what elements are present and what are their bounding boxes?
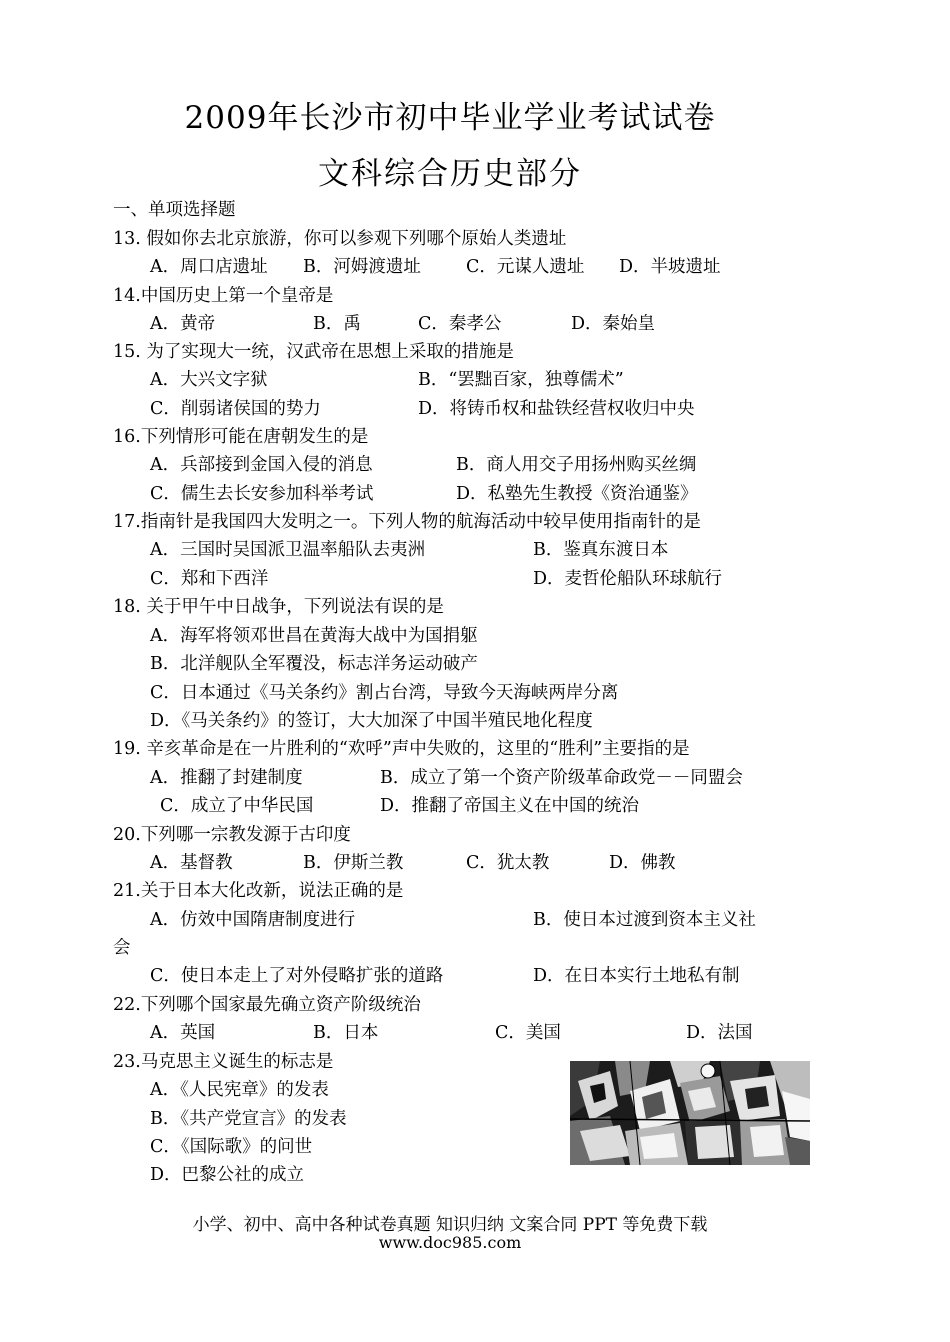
question-22-option-a: A．英国 <box>150 1023 216 1043</box>
question-17-stem: 17.指南针是我国四大发明之一。下列人物的航海活动中较早使用指南针的是 <box>113 512 701 532</box>
question-16-option-b: B．商人用交子用扬州购买丝绸 <box>456 455 697 475</box>
question-13-option-a: A．周口店遗址 <box>150 257 268 277</box>
question-15-option-b: B．“罢黜百家，独尊儒术” <box>418 370 624 390</box>
question-21-option-b-wrap: 会 <box>113 938 131 958</box>
question-17-option-d: D．麦哲伦船队环球航行 <box>533 569 723 589</box>
question-22-option-d: D．法国 <box>686 1023 753 1043</box>
question-23-option-a: A．《人民宪章》的发表 <box>150 1080 329 1100</box>
question-18-option-c: C．日本通过《马关条约》割占台湾，导致今天海峡两岸分离 <box>150 683 619 703</box>
question-14-option-a: A．黄帝 <box>150 314 216 334</box>
question-17-option-b: B．鉴真东渡日本 <box>533 540 669 560</box>
question-22-option-b: B．日本 <box>313 1023 379 1043</box>
question-21-option-b: B．使日本过渡到资本主义社 <box>533 910 756 930</box>
exam-subtitle: 文科综合历史部分 <box>318 156 582 192</box>
question-20-stem: 20.下列哪一宗教发源于古印度 <box>113 825 351 845</box>
question-14-option-c: C．秦孝公 <box>418 314 502 334</box>
question-23-stem: 23.马克思主义诞生的标志是 <box>113 1052 334 1072</box>
question-16-option-d: D．私塾先生教授《资治通鉴》 <box>456 484 698 504</box>
question-13-option-d: D．半坡遗址 <box>619 257 721 277</box>
question-16-stem: 16.下列情形可能在唐朝发生的是 <box>113 427 369 447</box>
question-21-option-a: A．仿效中国隋唐制度进行 <box>150 910 356 930</box>
question-22-stem: 22.下列哪个国家最先确立资产阶级统治 <box>113 995 421 1015</box>
question-16-option-c: C．儒生去长安参加科举考试 <box>150 484 374 504</box>
question-15-option-c: C．削弱诸侯国的势力 <box>150 399 321 419</box>
question-14-stem: 14.中国历史上第一个皇帝是 <box>113 286 334 306</box>
question-21-option-c: C．使日本走上了对外侵略扩张的道路 <box>150 966 444 986</box>
question-15-stem: 15. 为了实现大一统，汉武帝在思想上采取的措施是 <box>113 342 514 362</box>
question-20-option-a: A．基督教 <box>150 853 233 873</box>
question-21-stem: 21.关于日本大化改新，说法正确的是 <box>113 881 404 901</box>
question-15-option-a: A．大兴文字狱 <box>150 370 268 390</box>
question-16-option-a: A．兵部接到金国入侵的消息 <box>150 455 373 475</box>
question-17-option-c: C．郑和下西洋 <box>150 569 269 589</box>
question-23-option-b: B．《共产党宣言》的发表 <box>150 1109 347 1129</box>
question-19-option-c: C．成立了中华民国 <box>160 796 314 816</box>
question-18-option-b: B．北洋舰队全军覆没，标志洋务运动破产 <box>150 654 478 674</box>
question-22-option-c: C．美国 <box>495 1023 561 1043</box>
footer-text: 小学、初中、高中各种试卷真题 知识归纳 文案合同 PPT 等免费下载 <box>192 1215 708 1235</box>
question-23-option-d: D．巴黎公社的成立 <box>150 1165 305 1185</box>
question-13-option-b: B．河姆渡遗址 <box>303 257 421 277</box>
exam-title: 2009年长沙市初中毕业学业考试试卷 <box>184 100 716 136</box>
question-14-option-d: D．秦始皇 <box>571 314 656 334</box>
question-18-option-a: A．海军将领邓世昌在黄海大战中为国捐躯 <box>150 626 478 646</box>
question-15-option-d: D．将铸币权和盐铁经营权收归中央 <box>418 399 695 419</box>
question-19-option-a: A．推翻了封建制度 <box>150 768 303 788</box>
question-23-option-c: C．《国际歌》的问世 <box>150 1137 313 1157</box>
question-19-option-b: B．成立了第一个资产阶级革命政党－－同盟会 <box>380 768 743 788</box>
question-13-option-c: C．元谋人遗址 <box>466 257 585 277</box>
section-heading: 一、单项选择题 <box>113 200 236 220</box>
guernica-painting-image <box>570 1061 810 1165</box>
question-21-option-d: D．在日本实行土地私有制 <box>533 966 740 986</box>
question-17-option-a: A．三国时吴国派卫温率船队去夷洲 <box>150 540 426 560</box>
question-19-option-d: D．推翻了帝国主义在中国的统治 <box>380 796 640 816</box>
question-19-stem: 19. 辛亥革命是在一片胜利的“欢呼”声中失败的，这里的“胜利”主要指的是 <box>113 739 690 759</box>
footer-url: www.doc985.com <box>378 1233 522 1252</box>
question-18-option-d: D．《马关条约》的签订，大大加深了中国半殖民地化程度 <box>150 711 593 731</box>
question-13-stem: 13. 假如你去北京旅游，你可以参观下列哪个原始人类遗址 <box>113 229 567 249</box>
question-20-option-b: B．伊斯兰教 <box>303 853 404 873</box>
question-18-stem: 18. 关于甲午中日战争，下列说法有误的是 <box>113 597 444 617</box>
question-20-option-c: C．犹太教 <box>466 853 550 873</box>
question-20-option-d: D．佛教 <box>609 853 676 873</box>
question-14-option-b: B．禹 <box>313 314 361 334</box>
